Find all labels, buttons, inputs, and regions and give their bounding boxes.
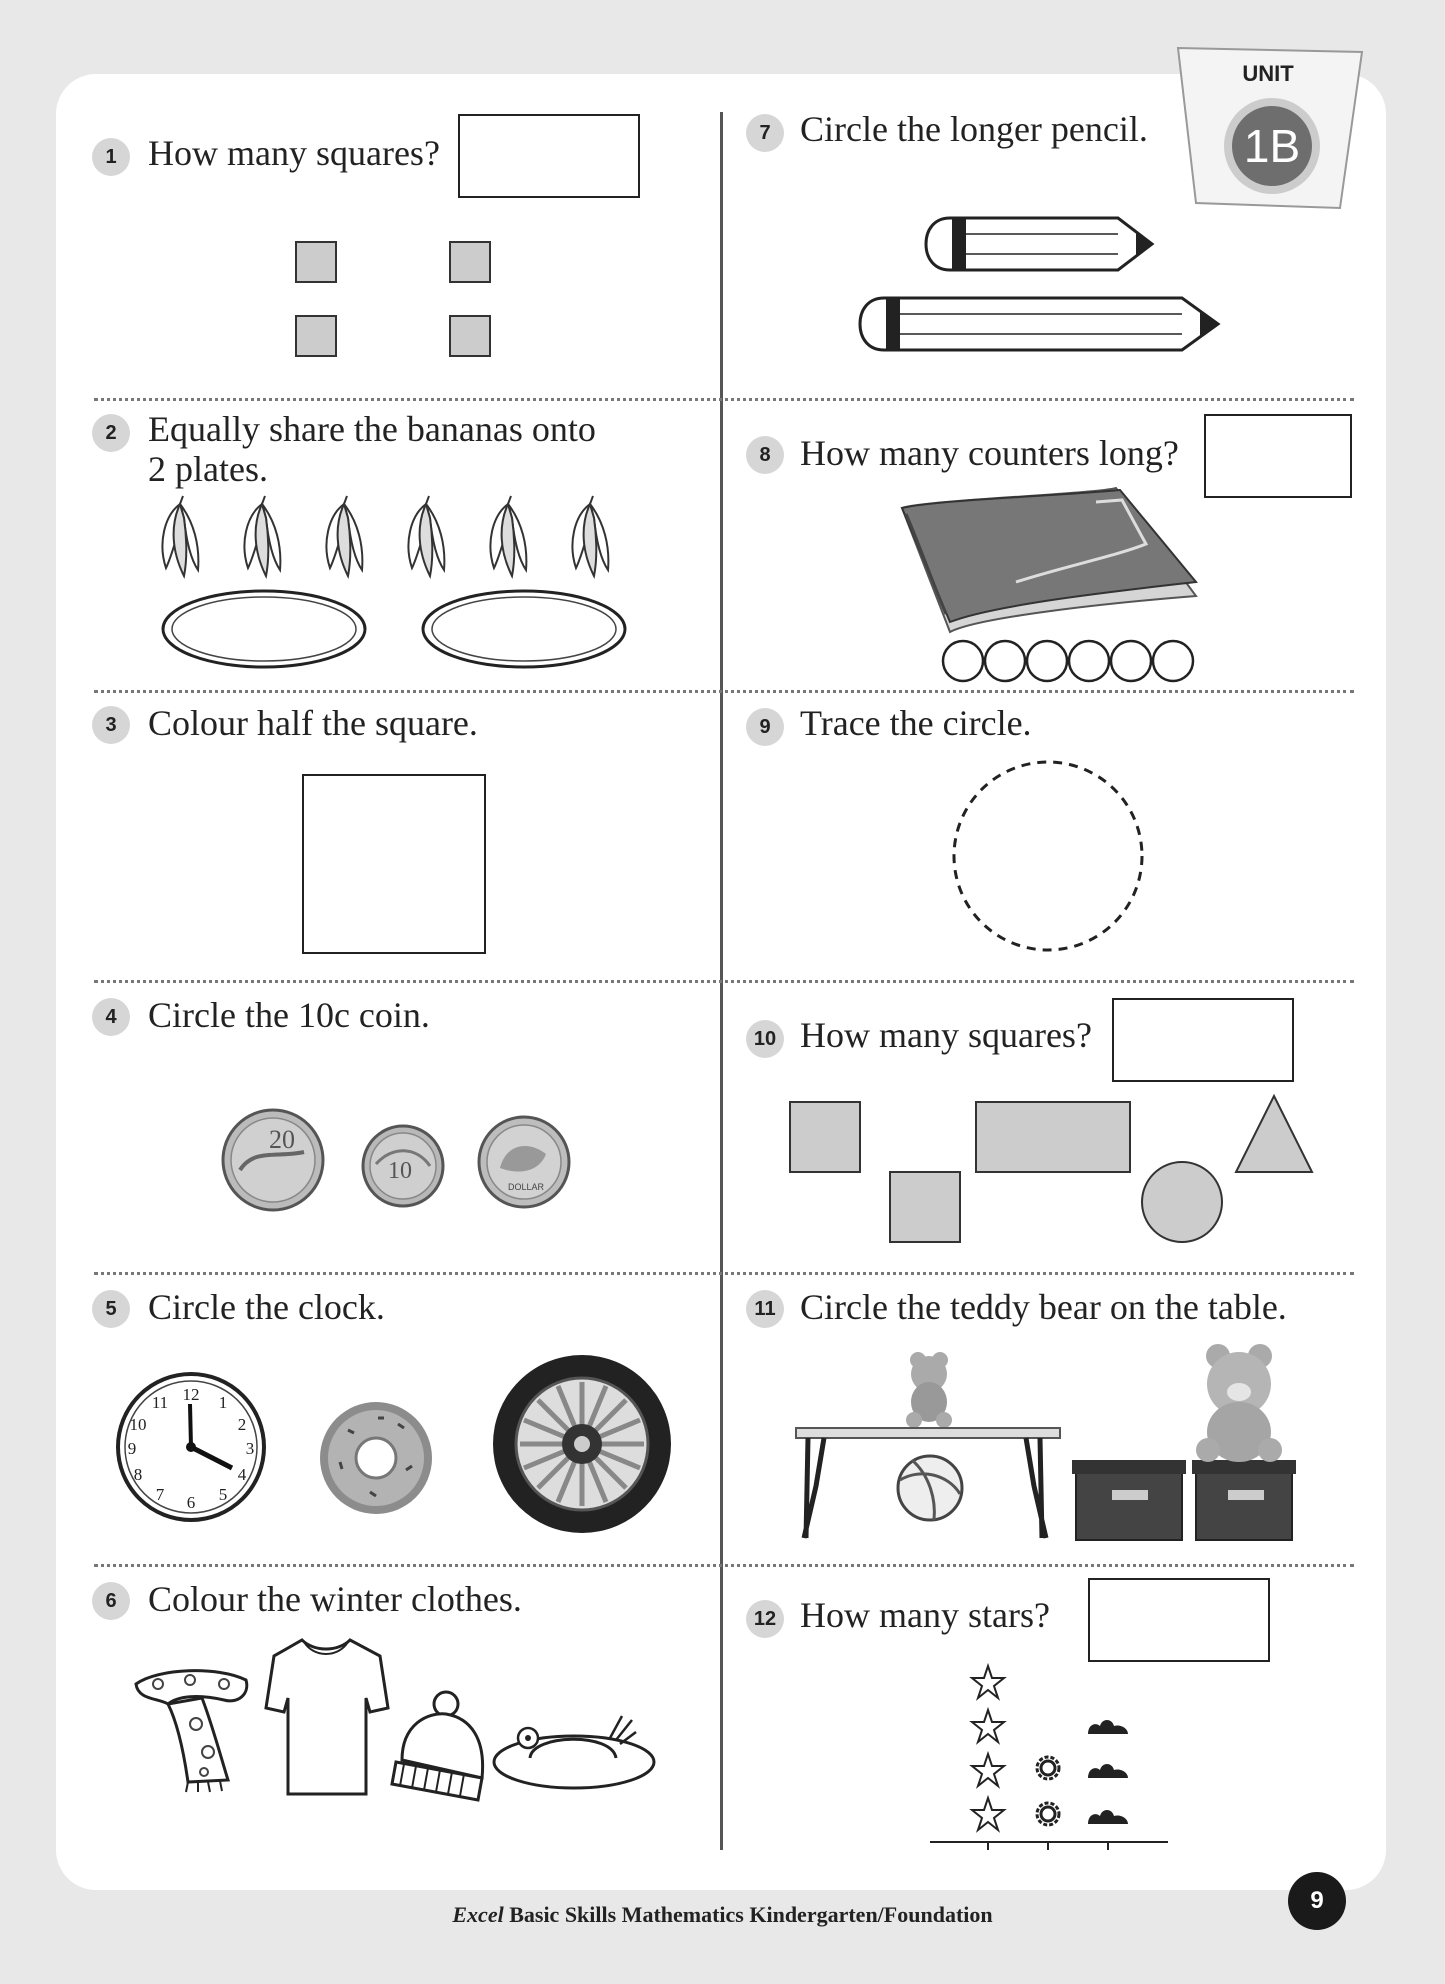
counters-figure xyxy=(940,638,1200,684)
question-number: 11 xyxy=(746,1290,784,1328)
beanie-figure[interactable] xyxy=(388,1690,488,1802)
answer-box[interactable] xyxy=(1204,414,1352,498)
question-text: Equally share the bananas onto xyxy=(148,409,596,449)
clock-number: 8 xyxy=(133,1465,143,1484)
clock-number: 3 xyxy=(245,1439,255,1458)
question-text: Colour half the square. xyxy=(148,703,478,743)
clock-number: 9 xyxy=(127,1439,137,1458)
row-divider xyxy=(94,398,1354,401)
question-text: Circle the clock. xyxy=(148,1287,385,1327)
clock-number: 4 xyxy=(237,1465,247,1484)
question-text: Circle the teddy bear on the table. xyxy=(800,1287,1287,1327)
colour-square[interactable] xyxy=(302,774,486,954)
long-pencil[interactable] xyxy=(856,294,1240,354)
picture-graph xyxy=(926,1662,1172,1858)
coin-10c-label: 10 xyxy=(388,1158,412,1184)
clock-number: 5 xyxy=(218,1485,228,1504)
coin-dollar-label: DOLLAR xyxy=(507,1182,545,1192)
question-number: 4 xyxy=(92,998,130,1036)
answer-box[interactable] xyxy=(458,114,640,198)
question-text: How many squares? xyxy=(800,1015,1092,1055)
question-number: 9 xyxy=(746,708,784,746)
coin-1-dollar[interactable] xyxy=(476,1114,572,1210)
star-column xyxy=(972,1666,1004,1830)
clock-number: 12 xyxy=(182,1385,200,1404)
tyre-figure[interactable] xyxy=(490,1352,674,1536)
row-divider xyxy=(94,690,1354,693)
question-number: 2 xyxy=(92,414,130,452)
question-number: 5 xyxy=(92,1290,130,1328)
squares-figure xyxy=(290,238,500,362)
trace-circle[interactable] xyxy=(948,758,1148,954)
footer-brand: Excel xyxy=(452,1902,504,1927)
question-text: Trace the circle. xyxy=(800,703,1032,743)
table-scene xyxy=(790,1346,1310,1546)
page-number: 9 xyxy=(1288,1872,1346,1930)
large-teddy-bear[interactable] xyxy=(1196,1344,1282,1462)
question-text: Colour the winter clothes. xyxy=(148,1579,522,1619)
clock-figure[interactable] xyxy=(114,1370,268,1524)
row-divider xyxy=(94,980,1354,983)
coin-20c[interactable] xyxy=(218,1108,328,1212)
clock-number: 10 xyxy=(129,1415,147,1434)
question-text: 2 plates. xyxy=(148,449,268,489)
plate-right[interactable] xyxy=(420,588,630,670)
question-number: 6 xyxy=(92,1582,130,1620)
answer-box[interactable] xyxy=(1112,998,1294,1082)
question-text: How many stars? xyxy=(800,1595,1050,1635)
question-number: 7 xyxy=(746,114,784,152)
gear-column xyxy=(1037,1757,1059,1825)
question-number: 1 xyxy=(92,138,130,176)
bananas-figure xyxy=(150,496,640,586)
short-pencil[interactable] xyxy=(922,214,1174,274)
book-figure xyxy=(896,486,1206,636)
unit-badge xyxy=(1170,38,1370,218)
question-number: 8 xyxy=(746,436,784,474)
cloud-column xyxy=(1088,1720,1128,1824)
coin-20c-label: 20 xyxy=(269,1125,295,1154)
clock-number: 6 xyxy=(186,1493,196,1512)
question-text: How many squares? xyxy=(148,133,440,173)
question-text: Circle the 10c coin. xyxy=(148,995,430,1035)
small-teddy-bear[interactable] xyxy=(906,1352,952,1428)
shapes-figure xyxy=(784,1096,1318,1246)
answer-box[interactable] xyxy=(1088,1578,1270,1662)
clock-number: 11 xyxy=(151,1393,169,1412)
tshirt-figure[interactable] xyxy=(262,1634,390,1802)
clock-number: 7 xyxy=(155,1485,165,1504)
question-number: 3 xyxy=(92,706,130,744)
question-number: 10 xyxy=(746,1020,784,1058)
unit-badge-code: 1B xyxy=(1243,120,1301,172)
plate-left[interactable] xyxy=(160,588,370,670)
page-footer xyxy=(0,1902,1445,1928)
sunhat-figure[interactable] xyxy=(492,1708,658,1792)
question-number: 12 xyxy=(746,1600,784,1638)
scarf-figure[interactable] xyxy=(128,1664,254,1796)
unit-badge-label: UNIT xyxy=(1242,61,1294,86)
footer-title: Basic Skills Mathematics Kindergarten/Foundation xyxy=(509,1902,993,1927)
clock-number: 2 xyxy=(237,1415,247,1434)
row-divider xyxy=(94,1272,1354,1275)
question-text: Circle the longer pencil. xyxy=(800,109,1148,149)
clock-number: 1 xyxy=(218,1393,228,1412)
donut-figure[interactable] xyxy=(318,1400,434,1516)
coin-10c[interactable] xyxy=(358,1124,450,1210)
row-divider xyxy=(94,1564,1354,1567)
question-text: How many counters long? xyxy=(800,433,1179,473)
